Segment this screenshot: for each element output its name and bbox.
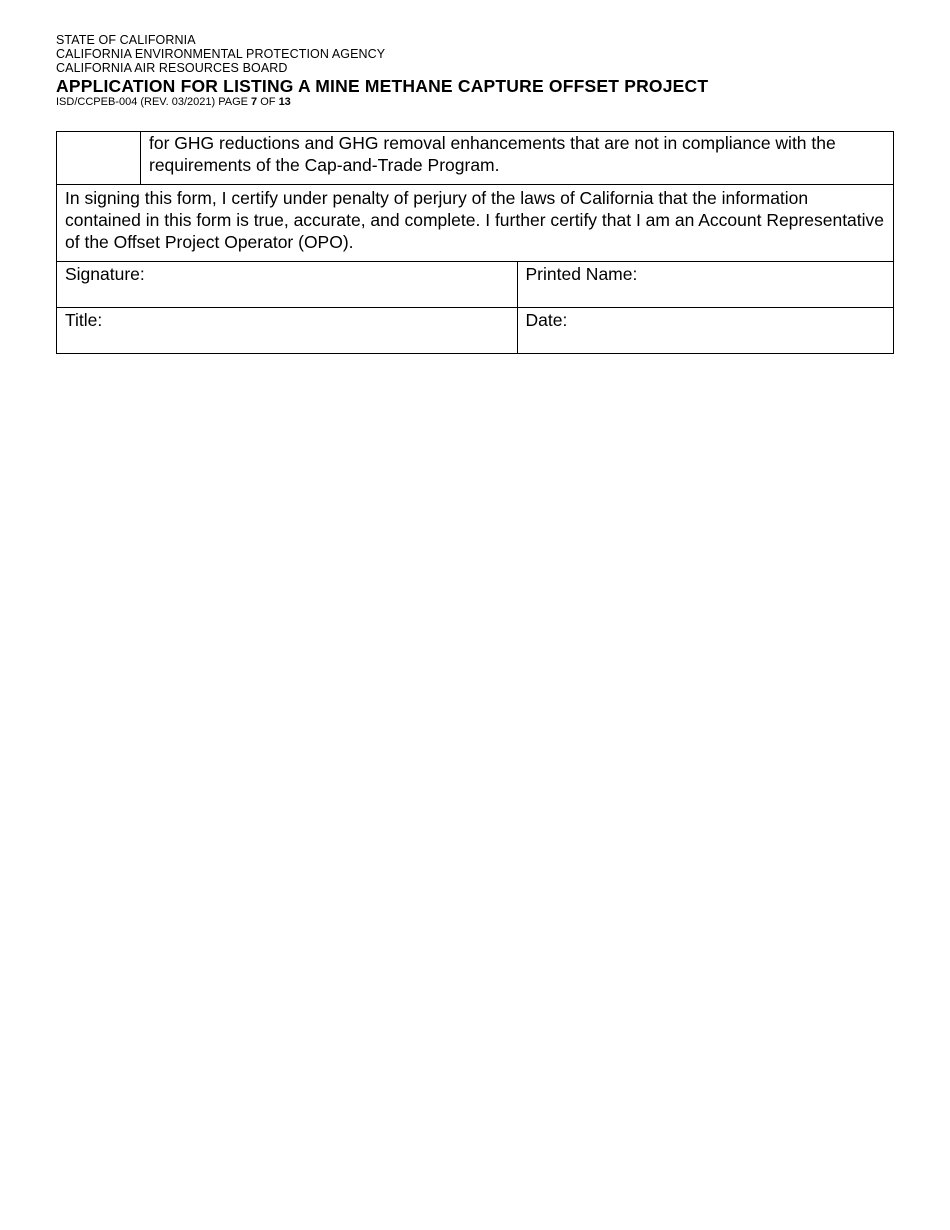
- signature-label: Signature:: [65, 264, 145, 284]
- form-header: [56, 33, 896, 108]
- form-title: APPLICATION FOR LISTING A MINE METHANE CAPTURE OFFSET PROJECT: [56, 76, 709, 96]
- certification-text: In signing this form, I certify under penalty of perjury of the laws of California that the information contained in this form is true, accurate, and complete. I further certify that I am an Account Representative of the Offset Project Operator (OPO).: [65, 188, 885, 252]
- title-field[interactable]: [57, 308, 518, 354]
- certification-cell: [57, 185, 894, 262]
- signature-field[interactable]: [57, 262, 518, 308]
- state-name: STATE OF CALIFORNIA: [56, 33, 196, 47]
- form-id: [56, 96, 896, 108]
- empty-cell: [57, 132, 141, 185]
- certification-row: [57, 185, 894, 262]
- board-name: CALIFORNIA AIR RESOURCES BOARD: [56, 61, 288, 75]
- title-date-row: [57, 308, 894, 354]
- continuation-row: [57, 132, 894, 185]
- title-label: Title:: [65, 310, 103, 330]
- page-total: 13: [278, 96, 291, 108]
- certification-table: [56, 131, 894, 354]
- date-label: Date:: [525, 310, 568, 330]
- printed-name-field[interactable]: [517, 262, 894, 308]
- page-current: 7: [251, 96, 258, 108]
- signature-row: [57, 262, 894, 308]
- continuation-cell: [141, 132, 894, 185]
- printed-name-label: Printed Name:: [525, 264, 638, 284]
- page-of: OF: [257, 96, 279, 108]
- date-field[interactable]: [517, 308, 894, 354]
- agency-name: CALIFORNIA ENVIRONMENTAL PROTECTION AGENCY: [56, 47, 386, 61]
- continuation-text: for GHG reductions and GHG removal enhancements that are not in compliance with the requirements of the Cap-and-Trade Program.: [149, 133, 836, 175]
- form-id-prefix: ISD/CCPEB-004 (REV. 03/2021) PAGE: [56, 96, 252, 108]
